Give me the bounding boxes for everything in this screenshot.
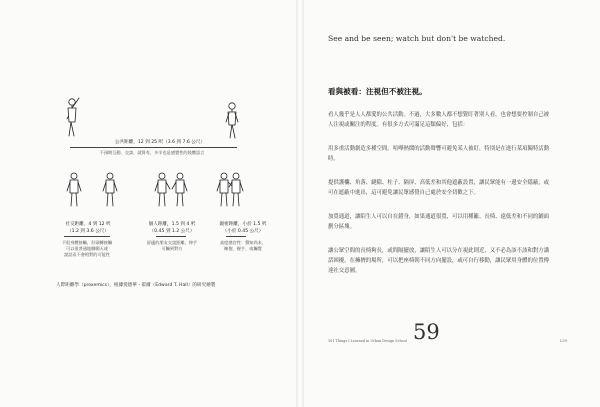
social-distance-sub: （1.2 到 3.6 公尺） xyxy=(67,229,109,234)
paragraph-walkways: 加寬通道，讓陌生人可以自在錯身，如果通道很寬，可以用種籬、長椅、遠低差和不同的鋪面劃分區塊。 xyxy=(328,214,550,230)
personal-person-1 xyxy=(155,173,170,206)
personal-distance-note: 舒適的朋友交談距離，伸手 可觸到對方 xyxy=(146,240,198,251)
page-number-small: L59 xyxy=(560,339,567,343)
figure-caption: 人際距離學（proxemics），根據愛德華・霍爾（Edward T. Hall）的研究繪製 xyxy=(56,283,216,288)
right-page xyxy=(304,0,600,407)
intimate-person-2 xyxy=(229,173,243,206)
paragraph-benches: 讓公眾空間的長椅夠長，或間隔擺放，讓陌生人可以分在視此則近，又不必為該不該和對方講話困擾，在擁擠的場所，可以把座椅朝不同方向擺設，或可自行移動，讓民眾用身體的位置傳達社交意圖。 xyxy=(328,248,550,274)
personal-distance-sub: （0.45 到 1.2 公尺） xyxy=(149,229,195,234)
social-person-2 xyxy=(103,173,117,206)
social-distance-line xyxy=(64,236,110,237)
social-distance-note: 不很身體接觸，但頭轉接觸 可以很普通地聊聊天或 說話而不會相對的可能性 xyxy=(61,240,113,257)
social-distance-label: 社交距離，4 到 12 呎 xyxy=(65,222,111,227)
paragraph-intro: 看人幾乎是人人都愛的公共活動。不過，大多數人都不想覺盯著別人看，也會想要控制自己被人注視或關注的程度。有很多方式可滿足這類偏好，包括： xyxy=(328,112,550,128)
public-person-right xyxy=(226,103,238,138)
public-person-left xyxy=(67,98,79,136)
epigraph: See and be seen; watch but don't be watched. xyxy=(328,34,506,43)
book-gutter xyxy=(296,0,304,407)
proxemics-illustration xyxy=(52,92,292,232)
personal-person-2 xyxy=(172,173,187,206)
paragraph-shelter: 提供護欄、角落、縫隙、柱子、隔屏、高低差和其他遮蔽設置，讓民眾能有一邊安全隱蔽，或可在遮蔽中進出，這可避免讓民眾感覺自己處於安全切歡之下。 xyxy=(328,180,550,196)
intimate-distance-line xyxy=(226,236,246,237)
public-distance-line xyxy=(70,147,237,148)
intimate-person-1 xyxy=(217,173,233,206)
intimate-distance-label: 親密距離，小於 1.5 呎 xyxy=(219,222,267,227)
personal-distance-label: 個人距離，1.5 到 4 呎 xyxy=(148,222,196,227)
intimate-distance-sub: （小於 0.45 公尺） xyxy=(222,229,264,234)
section-title: 看與被看：注視但不被注視。 xyxy=(328,87,427,96)
personal-distance-line xyxy=(156,236,186,237)
social-person-1 xyxy=(67,173,81,206)
paragraph-activities: 用多重活動創造多種空間。喧嘩熱鬧的活動聲響可避免某人被盯，特別是在進行某項獨特活動時。 xyxy=(328,146,550,162)
public-distance-label: 公共距離，12 到 25 呎（3.6 到 7.6 公尺） xyxy=(114,140,206,145)
public-distance-note: 不預期互動、交談、就算有，多半也是感覺性的肢體語言 xyxy=(99,150,205,155)
running-footer-title: 101 Things I Learned in Urban Design School xyxy=(328,339,407,343)
intimate-distance-note: 高度感官性：聲知尚未、 擁抱、握手、或觸覺 xyxy=(219,240,267,251)
page-number-large: 59 xyxy=(413,320,440,344)
